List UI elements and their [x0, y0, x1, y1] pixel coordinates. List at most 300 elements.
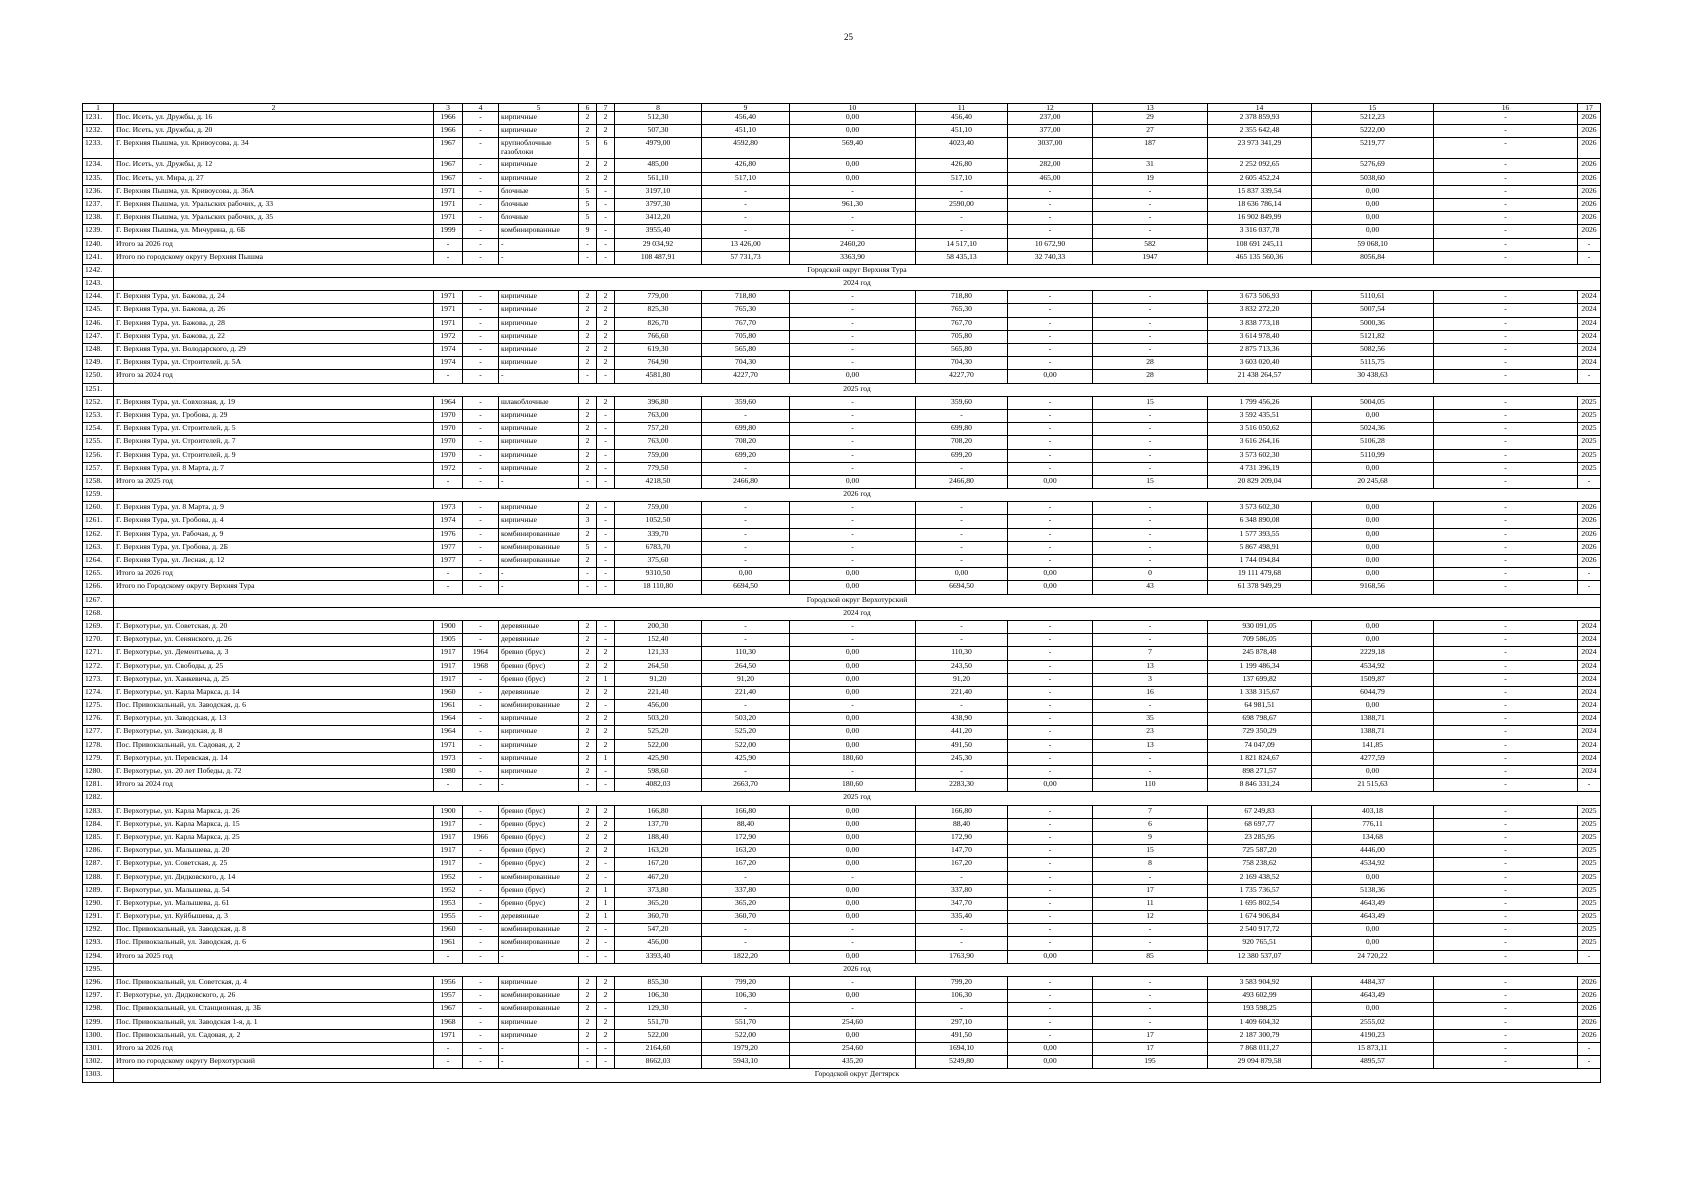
- table-cell: 375,60: [615, 555, 702, 568]
- table-cell: 1: [597, 673, 615, 686]
- table-cell: -: [1008, 436, 1093, 449]
- address-cell: Г. Верхняя Пышма, ул. Мичурина, д. 6Б: [114, 225, 434, 238]
- table-cell: -: [1008, 620, 1093, 633]
- table-cell: -: [463, 752, 499, 765]
- table-cell: -: [1008, 990, 1093, 1003]
- table-cell: 243,50: [916, 660, 1008, 673]
- table-cell: -: [1434, 330, 1578, 343]
- table-cell: 3 516 050,62: [1208, 423, 1312, 436]
- table-cell: 1967: [434, 172, 463, 185]
- table-cell: 2025: [1578, 911, 1601, 924]
- address-cell: Пос. Привокзальный, ул. Заводская 1-я, д. 1: [114, 1016, 434, 1029]
- table-cell: -: [463, 1042, 499, 1055]
- table-cell: 1971: [434, 212, 463, 225]
- table-cell: -: [1434, 396, 1578, 409]
- table-cell: кирпичные: [499, 409, 579, 422]
- table-cell: 0,00: [790, 805, 916, 818]
- table-cell: -: [597, 423, 615, 436]
- table-row: [83, 555, 1601, 568]
- table-cell: 2: [579, 897, 597, 910]
- table-cell: кирпичные: [499, 752, 579, 765]
- table-cell: 764,90: [615, 357, 702, 370]
- table-cell: 426,80: [702, 159, 790, 172]
- table-cell: -: [499, 251, 579, 264]
- table-cell: деревянные: [499, 620, 579, 633]
- table-cell: 11: [1093, 897, 1208, 910]
- table-cell: 2025: [1578, 423, 1601, 436]
- table-cell: 1 695 802,54: [1208, 897, 1312, 910]
- table-cell: 2024: [1578, 713, 1601, 726]
- table-cell: 2: [579, 660, 597, 673]
- table-cell: 2: [579, 845, 597, 858]
- table-cell: 337,80: [702, 884, 790, 897]
- table-cell: 525,20: [615, 726, 702, 739]
- address-cell: Г. Верхняя Тура, ул. Гробова, д. 4: [114, 515, 434, 528]
- table-cell: кирпичные: [499, 317, 579, 330]
- table-cell: 2025: [1578, 396, 1601, 409]
- row-number-cell: 1301.: [83, 1042, 114, 1055]
- table-cell: -: [1093, 436, 1208, 449]
- column-number-cell: 13: [1093, 104, 1208, 112]
- address-cell: Итого за 2026 год: [114, 1042, 434, 1055]
- table-cell: -: [1434, 449, 1578, 462]
- table-cell: -: [702, 871, 790, 884]
- row-number-cell: 1259.: [83, 489, 114, 502]
- table-cell: 2025: [1578, 937, 1601, 950]
- table-row: [83, 475, 1601, 488]
- table-cell: 166,80: [702, 805, 790, 818]
- table-cell: 172,90: [702, 831, 790, 844]
- table-cell: -: [1434, 502, 1578, 515]
- table-row: [83, 515, 1601, 528]
- table-cell: 709 586,05: [1208, 634, 1312, 647]
- address-cell: Итого за 2026 год: [114, 568, 434, 581]
- table-cell: -: [579, 950, 597, 963]
- address-cell: Г. Верхотурье, ул. Малышева, д. 54: [114, 884, 434, 897]
- address-cell: Пос. Привокзальный, ул. Станционная, д. 3Б: [114, 1003, 434, 1016]
- table-cell: 1900: [434, 805, 463, 818]
- table-cell: 31: [1093, 159, 1208, 172]
- address-cell: Итого за 2025 год: [114, 475, 434, 488]
- table-cell: 23 285,95: [1208, 831, 1312, 844]
- table-cell: -: [1093, 1016, 1208, 1029]
- table-cell: 4643,49: [1312, 990, 1434, 1003]
- table-cell: -: [463, 138, 499, 159]
- table-cell: -: [1008, 528, 1093, 541]
- table-cell: 766,60: [615, 330, 702, 343]
- table-cell: -: [790, 357, 916, 370]
- address-cell: Г. Верхняя Тура, ул. Бажова, д. 28: [114, 317, 434, 330]
- table-cell: -: [463, 238, 499, 251]
- table-cell: 451,10: [702, 125, 790, 138]
- table-cell: 517,10: [916, 172, 1008, 185]
- table-cell: 435,20: [790, 1056, 916, 1069]
- table-cell: 2: [579, 159, 597, 172]
- table-cell: 2025: [1578, 845, 1601, 858]
- address-cell: Пос. Исеть, ул. Мира, д. 27: [114, 172, 434, 185]
- row-number-cell: 1265.: [83, 568, 114, 581]
- table-cell: 565,80: [702, 344, 790, 357]
- table-cell: -: [790, 634, 916, 647]
- row-number-cell: 1267.: [83, 594, 114, 607]
- address-cell: Пос. Исеть, ул. Дружбы, д. 20: [114, 125, 434, 138]
- table-cell: 708,20: [702, 436, 790, 449]
- table-row: [83, 1016, 1601, 1029]
- table-cell: -: [790, 924, 916, 937]
- address-cell: Г. Верхняя Тура, ул. Лесная, д. 12: [114, 555, 434, 568]
- table-cell: 137,70: [615, 818, 702, 831]
- table-cell: 5: [579, 198, 597, 211]
- table-cell: 2: [597, 159, 615, 172]
- table-cell: 4277,59: [1312, 752, 1434, 765]
- table-cell: 0,00: [790, 911, 916, 924]
- table-cell: 522,00: [615, 739, 702, 752]
- table-cell: -: [1008, 423, 1093, 436]
- table-row: [83, 185, 1601, 198]
- table-cell: 2663,70: [702, 779, 790, 792]
- row-number-cell: 1269.: [83, 620, 114, 633]
- table-cell: -: [1434, 726, 1578, 739]
- table-row: [83, 1056, 1601, 1069]
- table-cell: 2: [579, 1029, 597, 1042]
- table-cell: 2024: [1578, 317, 1601, 330]
- table-cell: 2: [579, 831, 597, 844]
- row-number-cell: 1263.: [83, 541, 114, 554]
- address-cell: Г. Верхотурье, ул. Свободы, д. 25: [114, 660, 434, 673]
- table-cell: -: [463, 344, 499, 357]
- table-cell: -: [916, 555, 1008, 568]
- column-number-cell: 15: [1312, 104, 1434, 112]
- table-cell: 200,30: [615, 620, 702, 633]
- table-cell: 2: [579, 634, 597, 647]
- table-cell: 23: [1093, 726, 1208, 739]
- table-cell: 465 135 560,36: [1208, 251, 1312, 264]
- table-cell: 2024: [1578, 344, 1601, 357]
- table-cell: 2: [579, 357, 597, 370]
- address-cell: Г. Верхотурье, ул. Малышева, д. 20: [114, 845, 434, 858]
- table-cell: 1917: [434, 660, 463, 673]
- table-cell: 2: [579, 673, 597, 686]
- table-cell: 61 378 949,29: [1208, 581, 1312, 594]
- table-row: [83, 937, 1601, 950]
- table-cell: -: [579, 581, 597, 594]
- table-cell: 0,00: [1008, 568, 1093, 581]
- table-cell: -: [597, 581, 615, 594]
- table-cell: -: [1093, 409, 1208, 422]
- address-cell: Пос. Привокзальный, ул. Заводская, д. 6: [114, 700, 434, 713]
- table-cell: -: [579, 475, 597, 488]
- table-row: [83, 1029, 1601, 1042]
- table-cell: -: [463, 634, 499, 647]
- table-cell: кирпичные: [499, 344, 579, 357]
- table-cell: -: [1093, 634, 1208, 647]
- address-cell: Г. Верхотурье, ул. Куйбышева, д. 3: [114, 911, 434, 924]
- table-cell: -: [1434, 845, 1578, 858]
- address-cell: Г. Верхняя Тура, ул. Строителей, д. 5А: [114, 357, 434, 370]
- row-number-cell: 1276.: [83, 713, 114, 726]
- table-cell: 2 540 917,72: [1208, 924, 1312, 937]
- table-cell: -: [463, 436, 499, 449]
- table-cell: -: [790, 937, 916, 950]
- table-cell: 1971: [434, 317, 463, 330]
- section-row: [83, 278, 1601, 291]
- table-row: [83, 647, 1601, 660]
- table-cell: 2: [579, 739, 597, 752]
- table-cell: 5 867 498,91: [1208, 541, 1312, 554]
- table-row: [83, 871, 1601, 884]
- table-cell: -: [1434, 436, 1578, 449]
- table-cell: 152,40: [615, 634, 702, 647]
- table-cell: 2025: [1578, 884, 1601, 897]
- table-cell: 2024: [1578, 673, 1601, 686]
- table-cell: -: [597, 766, 615, 779]
- table-cell: -: [1434, 1003, 1578, 1016]
- table-cell: -: [1434, 713, 1578, 726]
- table-cell: кирпичные: [499, 125, 579, 138]
- table-cell: -: [1434, 138, 1578, 159]
- table-cell: 2555,02: [1312, 1016, 1434, 1029]
- table-cell: -: [1578, 238, 1601, 251]
- table-cell: 9310,50: [615, 568, 702, 581]
- table-cell: 91,20: [916, 673, 1008, 686]
- table-cell: -: [1434, 700, 1578, 713]
- table-cell: -: [463, 185, 499, 198]
- table-cell: 698 798,67: [1208, 713, 1312, 726]
- table-cell: 1960: [434, 924, 463, 937]
- table-cell: 517,10: [702, 172, 790, 185]
- table-cell: -: [597, 568, 615, 581]
- table-cell: 1917: [434, 845, 463, 858]
- table-cell: 5943,10: [702, 1056, 790, 1069]
- table-row: [83, 766, 1601, 779]
- table-cell: -: [916, 541, 1008, 554]
- table-cell: 0,00: [1312, 700, 1434, 713]
- table-cell: 2: [579, 686, 597, 699]
- table-cell: -: [1093, 212, 1208, 225]
- table-cell: -: [463, 515, 499, 528]
- table-cell: -: [1434, 831, 1578, 844]
- table-cell: -: [463, 423, 499, 436]
- table-cell: комбинированные: [499, 541, 579, 554]
- table-cell: -: [702, 937, 790, 950]
- table-cell: 1: [597, 897, 615, 910]
- table-cell: -: [1434, 172, 1578, 185]
- table-cell: 2: [597, 713, 615, 726]
- table-cell: 167,20: [615, 858, 702, 871]
- table-cell: блочные: [499, 212, 579, 225]
- table-cell: 1974: [434, 357, 463, 370]
- table-cell: 2: [579, 871, 597, 884]
- table-cell: 5000,36: [1312, 317, 1434, 330]
- table-cell: -: [434, 568, 463, 581]
- table-row: [83, 344, 1601, 357]
- row-number-cell: 1271.: [83, 647, 114, 660]
- table-cell: -: [1093, 462, 1208, 475]
- table-cell: 2024: [1578, 304, 1601, 317]
- table-cell: 699,80: [702, 423, 790, 436]
- table-cell: -: [597, 462, 615, 475]
- table-cell: -: [1434, 528, 1578, 541]
- table-cell: 4484,37: [1312, 977, 1434, 990]
- table-cell: 456,40: [702, 112, 790, 125]
- table-cell: 91,20: [702, 673, 790, 686]
- table-cell: 2 169 438,52: [1208, 871, 1312, 884]
- table-cell: 0,00: [790, 172, 916, 185]
- table-cell: 2: [597, 357, 615, 370]
- row-number-cell: 1257.: [83, 462, 114, 475]
- table-cell: -: [1434, 634, 1578, 647]
- table-cell: 0,00: [1008, 779, 1093, 792]
- row-number-cell: 1299.: [83, 1016, 114, 1029]
- table-cell: 4082,03: [615, 779, 702, 792]
- table-cell: 1980: [434, 766, 463, 779]
- table-cell: 2026: [1578, 1029, 1601, 1042]
- table-row: [83, 831, 1601, 844]
- table-cell: 799,20: [916, 977, 1008, 990]
- table-cell: 1976: [434, 528, 463, 541]
- table-cell: 193 598,25: [1208, 1003, 1312, 1016]
- table-cell: 961,30: [790, 198, 916, 211]
- table-cell: -: [1008, 291, 1093, 304]
- table-cell: 7: [1093, 647, 1208, 660]
- table-cell: -: [597, 409, 615, 422]
- row-number-cell: 1297.: [83, 990, 114, 1003]
- table-cell: -: [916, 937, 1008, 950]
- table-cell: 1999: [434, 225, 463, 238]
- table-cell: -: [1434, 818, 1578, 831]
- table-cell: 2: [597, 172, 615, 185]
- table-cell: -: [1008, 634, 1093, 647]
- address-cell: Итого за 2024 год: [114, 370, 434, 383]
- table-cell: -: [579, 568, 597, 581]
- table-cell: 3 603 020,40: [1208, 357, 1312, 370]
- table-cell: -: [1008, 937, 1093, 950]
- table-cell: 3 316 037,78: [1208, 225, 1312, 238]
- table-cell: 1966: [434, 125, 463, 138]
- table-cell: 1979,20: [702, 1042, 790, 1055]
- table-cell: -: [1008, 449, 1093, 462]
- table-cell: -: [916, 634, 1008, 647]
- column-number-cell: 11: [916, 104, 1008, 112]
- row-number-cell: 1240.: [83, 238, 114, 251]
- table-cell: 0,00: [1312, 502, 1434, 515]
- table-cell: -: [1434, 884, 1578, 897]
- table-cell: 6 348 890,08: [1208, 515, 1312, 528]
- table-cell: 254,60: [790, 1016, 916, 1029]
- address-cell: Г. Верхотурье, ул. Ханкевича, д. 25: [114, 673, 434, 686]
- table-cell: -: [1434, 225, 1578, 238]
- table-cell: -: [1093, 541, 1208, 554]
- row-number-cell: 1241.: [83, 251, 114, 264]
- table-cell: -: [1434, 555, 1578, 568]
- table-cell: 5219,77: [1312, 138, 1434, 159]
- table-cell: -: [916, 528, 1008, 541]
- table-cell: 2466,80: [702, 475, 790, 488]
- table-cell: 718,80: [702, 291, 790, 304]
- address-cell: Г. Верхотурье, ул. Советская, д. 25: [114, 858, 434, 871]
- table-cell: 172,90: [916, 831, 1008, 844]
- table-cell: 5249,80: [916, 1056, 1008, 1069]
- table-cell: 1917: [434, 673, 463, 686]
- table-cell: 2: [579, 752, 597, 765]
- table-cell: 29 034,92: [615, 238, 702, 251]
- table-cell: 2024: [1578, 291, 1601, 304]
- table-cell: 4643,49: [1312, 897, 1434, 910]
- table-cell: 0,00: [1312, 937, 1434, 950]
- row-number-cell: 1272.: [83, 660, 114, 673]
- table-cell: -: [790, 436, 916, 449]
- table-cell: -: [790, 766, 916, 779]
- table-cell: комбинированные: [499, 937, 579, 950]
- table-cell: -: [790, 700, 916, 713]
- table-cell: 0,00: [1008, 370, 1093, 383]
- section-title-cell: 2024 год: [114, 607, 1601, 620]
- table-cell: -: [463, 581, 499, 594]
- table-cell: -: [1093, 766, 1208, 779]
- row-number-cell: 1261.: [83, 515, 114, 528]
- table-cell: -: [1434, 112, 1578, 125]
- table-cell: 0,00: [790, 858, 916, 871]
- row-number-cell: 1248.: [83, 344, 114, 357]
- table-cell: комбинированные: [499, 225, 579, 238]
- table-cell: -: [1434, 752, 1578, 765]
- table-row: [83, 541, 1601, 554]
- table-cell: 0,00: [1312, 568, 1434, 581]
- table-cell: 12 380 537,07: [1208, 950, 1312, 963]
- table-cell: -: [1008, 541, 1093, 554]
- table-cell: -: [434, 581, 463, 594]
- table-cell: 108 487,91: [615, 251, 702, 264]
- table-cell: 254,60: [790, 1042, 916, 1055]
- row-number-cell: 1303.: [83, 1069, 114, 1082]
- table-cell: 0,00: [790, 950, 916, 963]
- section-title-cell: 2026 год: [114, 963, 1601, 976]
- table-cell: 0,00: [790, 673, 916, 686]
- table-cell: 3 573 602,30: [1208, 502, 1312, 515]
- table-cell: -: [1008, 713, 1093, 726]
- table-cell: 4023,40: [916, 138, 1008, 159]
- table-cell: 2: [579, 423, 597, 436]
- table-cell: -: [1434, 1016, 1578, 1029]
- table-cell: кирпичные: [499, 977, 579, 990]
- table-cell: 15: [1093, 396, 1208, 409]
- table-cell: 708,20: [916, 436, 1008, 449]
- table-cell: -: [1008, 647, 1093, 660]
- table-cell: -: [1093, 317, 1208, 330]
- table-cell: 0,00: [1312, 924, 1434, 937]
- table-cell: 451,10: [916, 125, 1008, 138]
- table-cell: 551,70: [615, 1016, 702, 1029]
- table-cell: 221,40: [916, 686, 1008, 699]
- table-cell: -: [434, 238, 463, 251]
- table-cell: 767,70: [916, 317, 1008, 330]
- table-cell: 3393,40: [615, 950, 702, 963]
- table-cell: кирпичные: [499, 159, 579, 172]
- table-row: [83, 304, 1601, 317]
- table-cell: 18 636 786,14: [1208, 198, 1312, 211]
- table-cell: кирпичные: [499, 304, 579, 317]
- table-cell: 16: [1093, 686, 1208, 699]
- table-cell: -: [1434, 647, 1578, 660]
- table-cell: -: [1093, 752, 1208, 765]
- table-cell: 2: [579, 818, 597, 831]
- section-row: [83, 1069, 1601, 1082]
- table-cell: 930 091,05: [1208, 620, 1312, 633]
- table-cell: 187: [1093, 138, 1208, 159]
- table-cell: -: [1434, 766, 1578, 779]
- table-cell: 503,20: [702, 713, 790, 726]
- table-cell: 2 605 452,24: [1208, 172, 1312, 185]
